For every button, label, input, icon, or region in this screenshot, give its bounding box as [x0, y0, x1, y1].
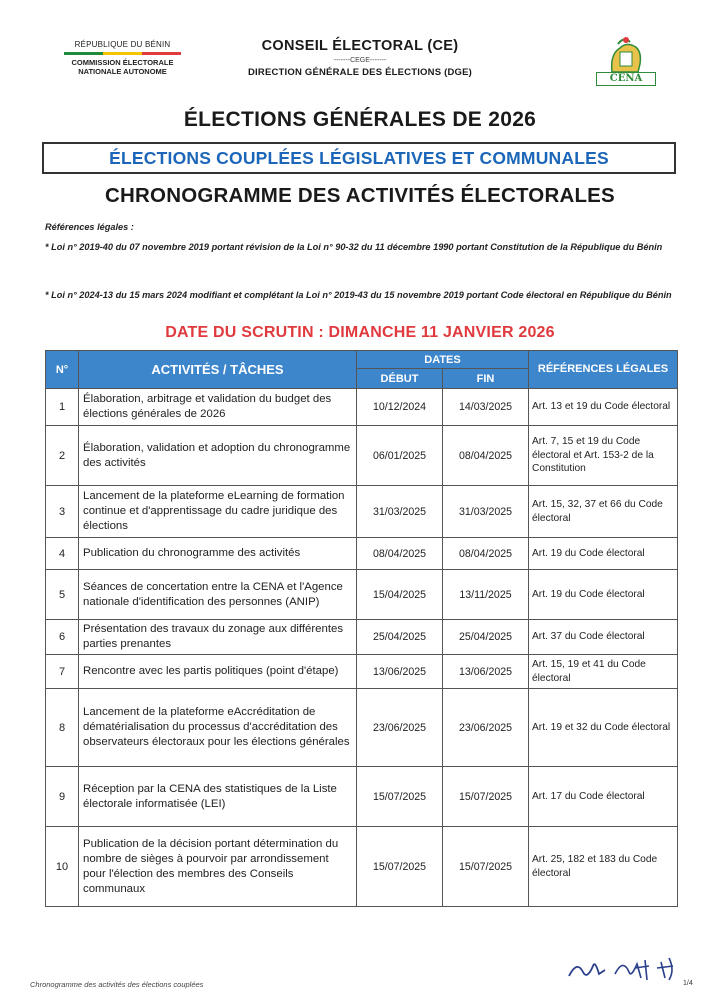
- table-row: [46, 655, 678, 689]
- reference-cell: Art. 7, 15 et 19 du Code électoral et Art. 153-2 de la Constitution: [529, 426, 678, 486]
- row-number: 9: [46, 767, 79, 827]
- activity-cell: Publication du chronogramme des activités: [79, 538, 357, 570]
- header-activities: ACTIVITÉS / TÂCHES: [79, 351, 357, 389]
- reference-electoral-code: * Loi n° 2024-13 du 15 mars 2024 modifiant et complétant la Loi n° 2019-43 du 15 novembre 2019 portant Code électoral en République du Bénin: [45, 290, 672, 300]
- references-heading: Références légales :: [45, 222, 134, 232]
- end-date-cell: 15/07/2025: [443, 767, 529, 827]
- row-number: 1: [46, 389, 79, 426]
- activity-cell: Lancement de la plateforme eAccréditation de dématérialisation du processus d'accréditation des observateurs électoraux pour les élections générales: [79, 689, 357, 767]
- header-dates: DATES: [357, 351, 529, 369]
- start-date-cell: 10/12/2024: [357, 389, 443, 426]
- flag-stripe: [64, 52, 182, 55]
- row-number: 10: [46, 827, 79, 907]
- end-date-cell: 13/06/2025: [443, 655, 529, 689]
- activity-cell: Lancement de la plateforme eLearning de formation continue et d'apprentissage du cadre juridique des élections: [79, 486, 357, 538]
- table-row: [46, 620, 678, 655]
- end-date-cell: 31/03/2025: [443, 486, 529, 538]
- header-end: FIN: [443, 369, 529, 389]
- cena-logo: [590, 34, 662, 90]
- table-row: [46, 570, 678, 620]
- page-number: 1/4: [683, 980, 693, 987]
- start-date-cell: 13/06/2025: [357, 655, 443, 689]
- reference-cell: Art. 17 du Code électoral: [529, 767, 678, 827]
- activity-cell: Réception par la CENA des statistiques de la Liste électorale informatisée (LEI): [79, 767, 357, 827]
- main-title: ÉLECTIONS GÉNÉRALES DE 2026: [183, 108, 537, 131]
- activity-cell: Rencontre avec les partis politiques (point d'étape): [79, 655, 357, 689]
- reference-cell: Art. 25, 182 et 183 du Code électoral: [529, 827, 678, 907]
- republic-block: [55, 40, 190, 76]
- row-number: 3: [46, 486, 79, 538]
- start-date-cell: 25/04/2025: [357, 620, 443, 655]
- activity-cell: Élaboration, validation et adoption du chronogramme des activités: [79, 426, 357, 486]
- activity-cell: Séances de concertation entre la CENA et l'Agence nationale d'identification des personnes (ANIP): [79, 570, 357, 620]
- table-row: [46, 689, 678, 767]
- table-row: [46, 767, 678, 827]
- start-date-cell: 06/01/2025: [357, 426, 443, 486]
- row-number: 4: [46, 538, 79, 570]
- start-date-cell: 15/04/2025: [357, 570, 443, 620]
- council-title: CONSEIL ÉLECTORAL (CE): [261, 38, 459, 54]
- end-date-cell: 08/04/2025: [443, 538, 529, 570]
- table-row: [46, 827, 678, 907]
- reference-cell: Art. 15, 19 et 41 du Code électoral: [529, 655, 678, 689]
- logo-text: CENA: [596, 72, 656, 86]
- row-number: 7: [46, 655, 79, 689]
- table-row: [46, 538, 678, 570]
- row-number: 8: [46, 689, 79, 767]
- row-number: 5: [46, 570, 79, 620]
- end-date-cell: 23/06/2025: [443, 689, 529, 767]
- end-date-cell: 25/04/2025: [443, 620, 529, 655]
- start-date-cell: 15/07/2025: [357, 827, 443, 907]
- row-number: 6: [46, 620, 79, 655]
- row-number: 2: [46, 426, 79, 486]
- council-block: [200, 38, 520, 78]
- start-date-cell: 23/06/2025: [357, 689, 443, 767]
- table-row: [46, 389, 678, 426]
- reference-cell: Art. 19 du Code électoral: [529, 570, 678, 620]
- header-num: N°: [46, 351, 79, 389]
- document-header: [0, 34, 720, 94]
- start-date-cell: 15/07/2025: [357, 767, 443, 827]
- activity-cell: Publication de la décision portant détermination du nombre de sièges à pourvoir par arrondissement pour l'élection des membres des Conseils communaux: [79, 827, 357, 907]
- activity-cell: Élaboration, arbitrage et validation du budget des élections générales de 2026: [79, 389, 357, 426]
- header-references: RÉFÉRENCES LÉGALES: [529, 351, 678, 389]
- activities-table: [45, 350, 678, 907]
- reference-cell: Art. 15, 32, 37 et 66 du Code électoral: [529, 486, 678, 538]
- republic-name: RÉPUBLIQUE DU BÉNIN: [74, 40, 171, 49]
- reference-constitution: * Loi n° 2019-40 du 07 novembre 2019 portant révision de la Loi n° 90-32 du 11 décembre 1990 portant Constitution de la République du Bénin: [45, 242, 663, 252]
- reference-cell: Art. 37 du Code électoral: [529, 620, 678, 655]
- direction-title: DIRECTION GÉNÉRALE DES ÉLECTIONS (DGE): [247, 67, 472, 78]
- start-date-cell: 08/04/2025: [357, 538, 443, 570]
- boxed-subtitle: ÉLECTIONS COUPLÉES LÉGISLATIVES ET COMMUNALES: [42, 142, 676, 174]
- chronogram-title: CHRONOGRAMME DES ACTIVITÉS ÉLECTORALES: [105, 184, 615, 207]
- table-row: [46, 486, 678, 538]
- start-date-cell: 31/03/2025: [357, 486, 443, 538]
- end-date-cell: 15/07/2025: [443, 827, 529, 907]
- reference-cell: Art. 19 et 32 du Code électoral: [529, 689, 678, 767]
- end-date-cell: 14/03/2025: [443, 389, 529, 426]
- table-row: [46, 426, 678, 486]
- header-start: DÉBUT: [357, 369, 443, 389]
- signature-icon: [565, 950, 685, 986]
- commission-name: COMMISSION ÉLECTORALE NATIONALE AUTONOME: [71, 58, 174, 76]
- reference-cell: Art. 13 et 19 du Code électoral: [529, 389, 678, 426]
- end-date-cell: 08/04/2025: [443, 426, 529, 486]
- activity-cell: Présentation des travaux du zonage aux différentes parties prenantes: [79, 620, 357, 655]
- reference-cell: Art. 19 du Code électoral: [529, 538, 678, 570]
- footer-text: Chronogramme des activités des élections couplées: [30, 980, 204, 989]
- election-date: DATE DU SCRUTIN : DIMANCHE 11 JANVIER 2026: [165, 324, 555, 341]
- end-date-cell: 13/11/2025: [443, 570, 529, 620]
- header-separator: -------CEGE-------: [333, 57, 387, 64]
